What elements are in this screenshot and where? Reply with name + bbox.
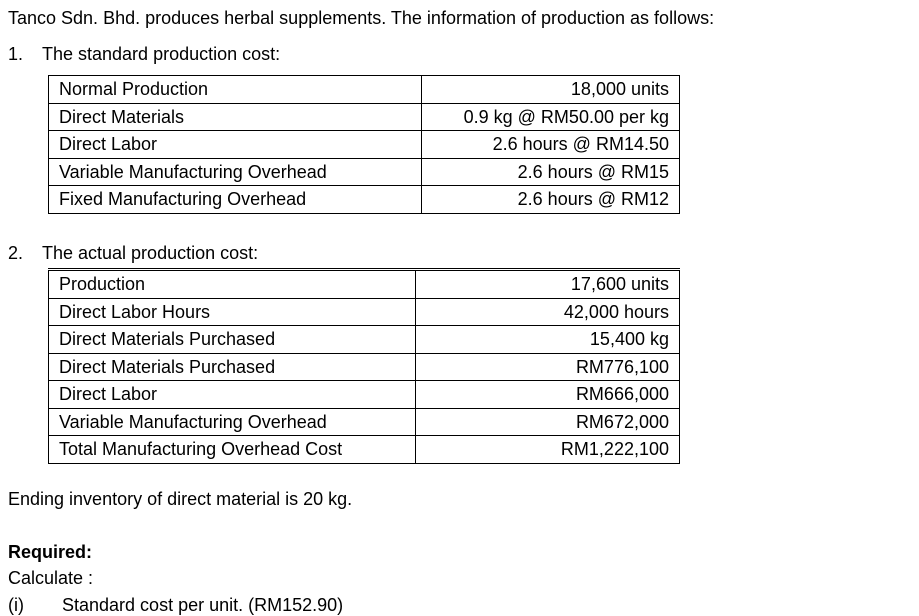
row-label: Total Manufacturing Overhead Cost <box>49 436 416 464</box>
table-row <box>49 353 680 381</box>
row-value: 17,600 units <box>416 270 680 299</box>
row-value: 2.6 hours @ RM14.50 <box>422 131 680 159</box>
row-label: Direct Labor <box>49 381 416 409</box>
row-value: 2.6 hours @ RM12 <box>422 186 680 214</box>
table-row <box>49 158 680 186</box>
table-row <box>49 436 680 464</box>
row-value: 0.9 kg @ RM50.00 per kg <box>422 103 680 131</box>
table-row <box>49 186 680 214</box>
question-number: (i) <box>8 595 24 615</box>
section1-number: 1. <box>8 44 24 64</box>
table-row <box>49 103 680 131</box>
table-row <box>49 270 680 299</box>
table-row <box>49 326 680 354</box>
row-value: RM776,100 <box>416 353 680 381</box>
ending-inventory-text: Ending inventory of direct material is 20 kg. <box>8 489 353 509</box>
table-row <box>49 408 680 436</box>
row-label: Direct Materials <box>49 103 422 131</box>
row-label: Variable Manufacturing Overhead <box>49 158 422 186</box>
section1-title: The standard production cost: <box>42 44 281 64</box>
row-value: 15,400 kg <box>416 326 680 354</box>
row-value: RM672,000 <box>416 408 680 436</box>
row-value: RM1,222,100 <box>416 436 680 464</box>
row-label: Variable Manufacturing Overhead <box>49 408 416 436</box>
row-value: 18,000 units <box>422 76 680 104</box>
actual-cost-table <box>48 268 680 464</box>
intro-text: Tanco Sdn. Bhd. produces herbal supplements. The information of production as follows: <box>8 8 715 28</box>
row-label: Direct Materials Purchased <box>49 353 416 381</box>
row-label: Production <box>49 270 416 299</box>
section2-number: 2. <box>8 243 24 263</box>
calculate-label: Calculate : <box>8 568 94 588</box>
row-label: Direct Labor <box>49 131 422 159</box>
required-heading: Required: <box>8 542 93 562</box>
row-value: 42,000 hours <box>416 298 680 326</box>
table-row <box>49 381 680 409</box>
row-label: Normal Production <box>49 76 422 104</box>
row-value: RM666,000 <box>416 381 680 409</box>
row-value: 2.6 hours @ RM15 <box>422 158 680 186</box>
table-row <box>49 298 680 326</box>
question-text: Standard cost per unit. (RM152.90) <box>62 595 344 615</box>
row-label: Direct Materials Purchased <box>49 326 416 354</box>
table-row <box>49 76 680 104</box>
table-row <box>49 131 680 159</box>
section2-title: The actual production cost: <box>42 243 259 263</box>
standard-cost-table <box>48 75 680 214</box>
row-label: Direct Labor Hours <box>49 298 416 326</box>
row-label: Fixed Manufacturing Overhead <box>49 186 422 214</box>
